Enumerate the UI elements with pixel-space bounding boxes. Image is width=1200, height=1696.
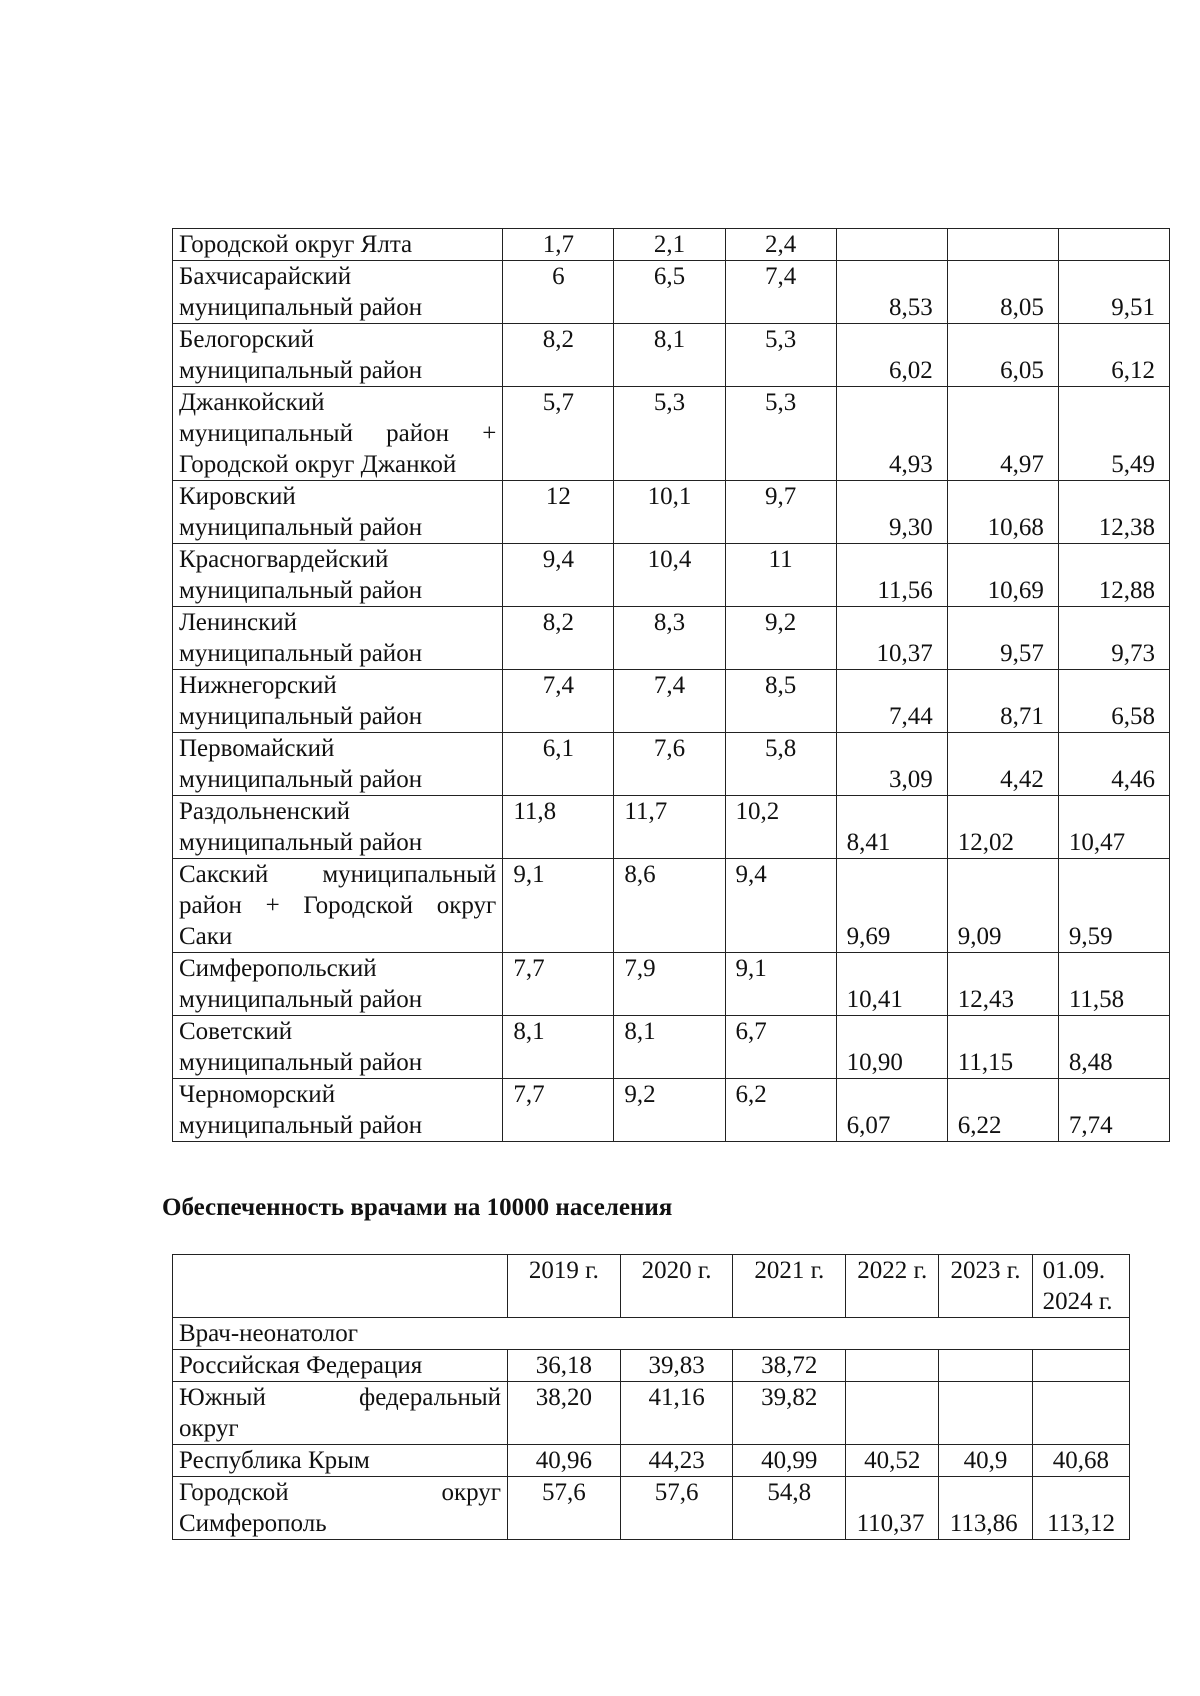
value-cell: 9,09 [947, 859, 1058, 953]
value-cell: 40,9 [939, 1445, 1032, 1477]
value-cell: 10,37 [836, 607, 947, 670]
row-label [173, 481, 503, 544]
row-label-line: муниципальный район [179, 577, 423, 604]
value-cell: 4,97 [947, 387, 1058, 481]
table-row [173, 1350, 1130, 1382]
value-cell: 10,1 [614, 481, 725, 544]
table-row [173, 733, 1170, 796]
row-label-line: Кировский [179, 483, 296, 510]
value-cell: 11,58 [1058, 953, 1169, 1016]
row-label-line: муниципальный район [179, 1112, 423, 1139]
row-label [173, 733, 503, 796]
value-cell: 9,7 [725, 481, 836, 544]
row-label-line: муниципальный район [179, 986, 423, 1013]
row-label [173, 670, 503, 733]
value-cell: 6,07 [836, 1079, 947, 1142]
row-label-line: Городской округ [179, 1479, 502, 1506]
value-cell: 5,49 [1058, 387, 1169, 481]
table-row [173, 261, 1170, 324]
value-cell: 9,4 [503, 544, 614, 607]
value-cell: 9,51 [1058, 261, 1169, 324]
row-label-line: муниципальный район [179, 640, 423, 667]
value-cell: 57,6 [508, 1477, 621, 1540]
value-cell: 9,2 [725, 607, 836, 670]
value-cell: 12 [503, 481, 614, 544]
row-label [173, 1350, 508, 1382]
value-cell: 10,90 [836, 1016, 947, 1079]
header-year-2019: 2019 г. [508, 1255, 621, 1318]
header-year-2021: 2021 г. [733, 1255, 846, 1318]
row-label-line: Симферополь [179, 1510, 327, 1537]
header-year-2020: 2020 г. [620, 1255, 733, 1318]
value-cell: 113,86 [939, 1477, 1032, 1540]
value-cell: 6,7 [725, 1016, 836, 1079]
value-cell: 38,20 [508, 1382, 621, 1445]
section-heading: Обеспеченность врачами на 10000 населения [162, 1194, 673, 1221]
table-row [173, 387, 1170, 481]
value-cell: 8,53 [836, 261, 947, 324]
value-cell: 6,12 [1058, 324, 1169, 387]
value-cell: 5,7 [503, 387, 614, 481]
value-cell: 7,4 [725, 261, 836, 324]
value-cell [846, 1350, 939, 1382]
value-cell [846, 1382, 939, 1445]
row-label-line: Джанкойский [179, 389, 325, 416]
value-cell: 9,4 [725, 859, 836, 953]
header-empty-cell [173, 1255, 508, 1318]
header-date-line-2: 2024 г. [1042, 1288, 1113, 1315]
row-label-line: муниципальный район + [179, 420, 497, 447]
doctor-provision-table [172, 1254, 1130, 1540]
value-cell [939, 1382, 1032, 1445]
value-cell: 9,1 [725, 953, 836, 1016]
row-label [173, 544, 503, 607]
row-label [173, 1445, 508, 1477]
value-cell: 7,44 [836, 670, 947, 733]
value-cell: 11 [725, 544, 836, 607]
value-cell: 9,59 [1058, 859, 1169, 953]
table-row [173, 481, 1170, 544]
value-cell: 38,72 [733, 1350, 846, 1382]
value-cell: 40,52 [846, 1445, 939, 1477]
row-label [173, 1477, 508, 1540]
value-cell: 8,05 [947, 261, 1058, 324]
value-cell: 39,83 [620, 1350, 733, 1382]
value-cell [947, 229, 1058, 261]
value-cell: 10,41 [836, 953, 947, 1016]
value-cell: 5,3 [725, 387, 836, 481]
value-cell: 10,68 [947, 481, 1058, 544]
value-cell: 4,42 [947, 733, 1058, 796]
value-cell [1032, 1350, 1129, 1382]
value-cell: 9,73 [1058, 607, 1169, 670]
row-label-line: Республика Крым [179, 1447, 370, 1474]
value-cell: 9,30 [836, 481, 947, 544]
value-cell: 6,5 [614, 261, 725, 324]
value-cell: 54,8 [733, 1477, 846, 1540]
row-label-line: муниципальный район [179, 357, 423, 384]
value-cell: 11,56 [836, 544, 947, 607]
value-cell: 7,6 [614, 733, 725, 796]
header-date-line-1: 01.09. [1042, 1257, 1106, 1284]
header-date-2024 [1032, 1255, 1129, 1318]
value-cell: 6,22 [947, 1079, 1058, 1142]
value-cell: 12,02 [947, 796, 1058, 859]
value-cell [1058, 229, 1169, 261]
row-label [173, 859, 503, 953]
value-cell: 110,37 [846, 1477, 939, 1540]
value-cell: 113,12 [1032, 1477, 1129, 1540]
table-row [173, 324, 1170, 387]
value-cell: 9,69 [836, 859, 947, 953]
value-cell: 7,74 [1058, 1079, 1169, 1142]
value-cell: 40,96 [508, 1445, 621, 1477]
value-cell [939, 1350, 1032, 1382]
row-label-line: муниципальный район [179, 294, 423, 321]
table-row [173, 229, 1170, 261]
row-label-line: Первомайский [179, 735, 335, 762]
value-cell: 1,7 [503, 229, 614, 261]
table-row [173, 607, 1170, 670]
value-cell [836, 229, 947, 261]
table-header-row [173, 1255, 1130, 1318]
value-cell: 4,46 [1058, 733, 1169, 796]
value-cell: 8,71 [947, 670, 1058, 733]
value-cell: 12,38 [1058, 481, 1169, 544]
value-cell: 6,58 [1058, 670, 1169, 733]
value-cell: 5,3 [725, 324, 836, 387]
row-label-line: Советский [179, 1018, 293, 1045]
value-cell: 6,2 [725, 1079, 836, 1142]
row-label [173, 1382, 508, 1445]
value-cell: 4,93 [836, 387, 947, 481]
value-cell: 8,1 [503, 1016, 614, 1079]
value-cell: 7,7 [503, 1079, 614, 1142]
value-cell: 8,3 [614, 607, 725, 670]
value-cell: 7,4 [503, 670, 614, 733]
district-indicators-table [172, 228, 1170, 1142]
value-cell: 11,8 [503, 796, 614, 859]
value-cell: 8,48 [1058, 1016, 1169, 1079]
value-cell: 7,7 [503, 953, 614, 1016]
row-label-line: Саки [179, 923, 233, 950]
row-label-line: Белогорский [179, 326, 315, 353]
value-cell: 7,9 [614, 953, 725, 1016]
header-year-2022: 2022 г. [846, 1255, 939, 1318]
row-label-line: Российская Федерация [179, 1352, 423, 1379]
table-row [173, 953, 1170, 1016]
row-label-line: округ [179, 1415, 239, 1442]
value-cell: 8,2 [503, 607, 614, 670]
header-year-2023: 2023 г. [939, 1255, 1032, 1318]
row-label-line: Красногвардейский [179, 546, 389, 573]
value-cell: 5,3 [614, 387, 725, 481]
table-row [173, 1079, 1170, 1142]
row-label [173, 953, 503, 1016]
value-cell: 36,18 [508, 1350, 621, 1382]
table-row [173, 1382, 1130, 1445]
row-label [173, 1079, 503, 1142]
value-cell: 6,1 [503, 733, 614, 796]
row-label [173, 261, 503, 324]
row-label-line: муниципальный район [179, 703, 423, 730]
value-cell: 10,4 [614, 544, 725, 607]
value-cell: 9,57 [947, 607, 1058, 670]
row-label-line: муниципальный район [179, 1049, 423, 1076]
table-row [173, 670, 1170, 733]
table-row [173, 544, 1170, 607]
value-cell: 2,4 [725, 229, 836, 261]
value-cell: 40,68 [1032, 1445, 1129, 1477]
row-label-line: муниципальный район [179, 829, 423, 856]
table-row [173, 796, 1170, 859]
value-cell: 44,23 [620, 1445, 733, 1477]
row-label-line: Черноморский [179, 1081, 336, 1108]
table-row [173, 1477, 1130, 1540]
row-label-line: Ленинский [179, 609, 298, 636]
row-label [173, 796, 503, 859]
row-label-line: Городской округ Джанкой [179, 451, 457, 478]
value-cell: 8,2 [503, 324, 614, 387]
row-label [173, 1016, 503, 1079]
value-cell: 9,1 [503, 859, 614, 953]
table-row [173, 1445, 1130, 1477]
value-cell: 3,09 [836, 733, 947, 796]
row-label-line: Бахчисарайский [179, 263, 352, 290]
table-row [173, 859, 1170, 953]
row-label-line: район + Городской округ [179, 892, 497, 919]
row-label-line: муниципальный район [179, 766, 423, 793]
value-cell: 11,7 [614, 796, 725, 859]
value-cell: 10,2 [725, 796, 836, 859]
value-cell: 10,47 [1058, 796, 1169, 859]
row-label [173, 607, 503, 670]
row-label-line: Сакский муниципальный [179, 861, 497, 888]
value-cell [1032, 1382, 1129, 1445]
row-label-line: муниципальный район [179, 514, 423, 541]
value-cell: 8,5 [725, 670, 836, 733]
value-cell: 11,15 [947, 1016, 1058, 1079]
value-cell: 57,6 [620, 1477, 733, 1540]
group-label: Врач-неонатолог [173, 1318, 1130, 1350]
value-cell: 8,41 [836, 796, 947, 859]
row-label-line: Городской округ Ялта [179, 231, 413, 258]
value-cell: 12,88 [1058, 544, 1169, 607]
group-row [173, 1318, 1130, 1350]
value-cell: 7,4 [614, 670, 725, 733]
value-cell: 8,1 [614, 324, 725, 387]
value-cell: 6,05 [947, 324, 1058, 387]
value-cell: 6 [503, 261, 614, 324]
row-label-line: Раздольненский [179, 798, 351, 825]
value-cell: 40,99 [733, 1445, 846, 1477]
value-cell: 2,1 [614, 229, 725, 261]
row-label [173, 324, 503, 387]
value-cell: 41,16 [620, 1382, 733, 1445]
value-cell: 39,82 [733, 1382, 846, 1445]
value-cell: 10,69 [947, 544, 1058, 607]
value-cell: 9,2 [614, 1079, 725, 1142]
row-label-line: Нижнегорский [179, 672, 337, 699]
row-label-line: Симферопольский [179, 955, 377, 982]
value-cell: 12,43 [947, 953, 1058, 1016]
value-cell: 8,1 [614, 1016, 725, 1079]
value-cell: 5,8 [725, 733, 836, 796]
row-label-line: Южный федеральный [179, 1384, 502, 1411]
value-cell: 6,02 [836, 324, 947, 387]
value-cell: 8,6 [614, 859, 725, 953]
table-row [173, 1016, 1170, 1079]
row-label [173, 229, 503, 261]
row-label [173, 387, 503, 481]
